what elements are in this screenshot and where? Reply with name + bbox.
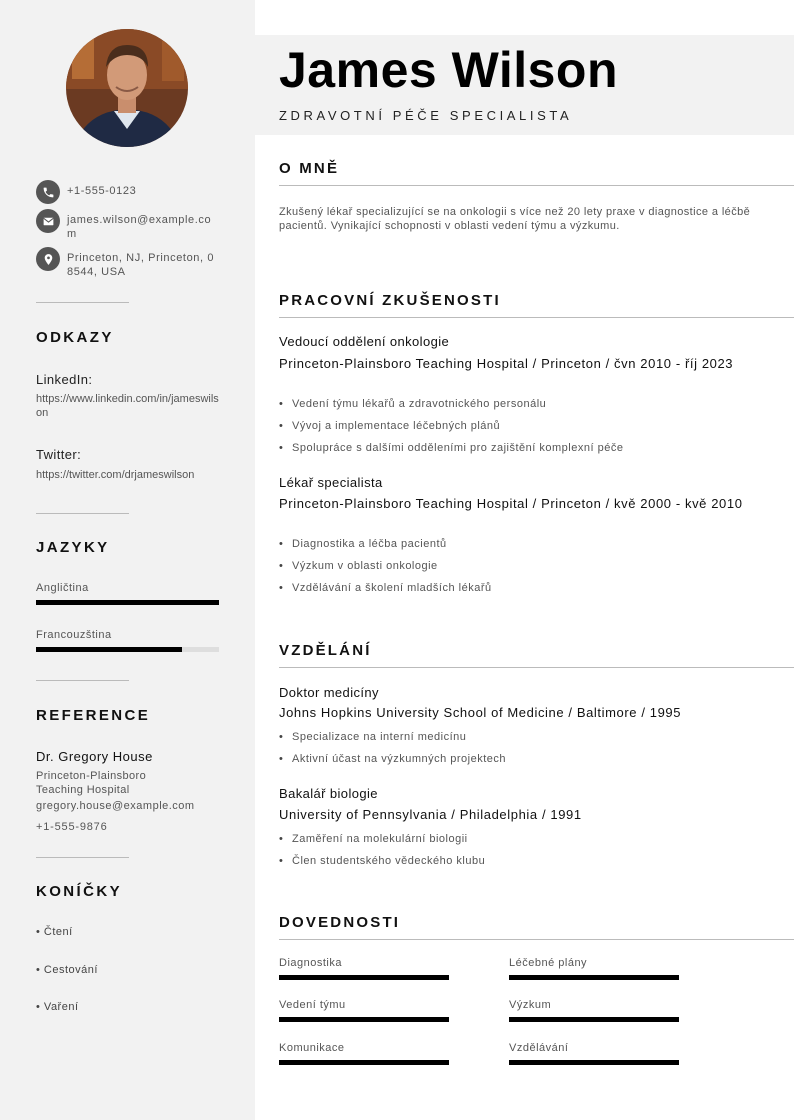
hobby-item: • Cestování (36, 964, 98, 976)
divider (36, 302, 129, 303)
bullet-text: Výzkum v oblasti onkologie (292, 560, 438, 572)
divider (36, 857, 129, 858)
bullet-text: Specializace na interní medicínu (292, 731, 467, 743)
skill-level-bar (279, 1017, 449, 1022)
bullet-text: Vedení týmu lékařů a zdravotnického personálu (292, 398, 547, 410)
about-heading: O MNĚ (279, 160, 340, 177)
divider (279, 667, 794, 668)
divider (36, 680, 129, 681)
experience-heading: PRACOVNÍ ZKUŠENOSTI (279, 292, 501, 309)
education-bullet: • Zaměření na molekulární biologii (279, 833, 468, 845)
references-heading: REFERENCE (36, 707, 151, 724)
education-school: University of Pennsylvania / Philadelphia / 1991 (279, 807, 582, 822)
hobby-label: Čtení (43, 926, 73, 938)
education-bullet: • Člen studentského vědeckého klubu (279, 855, 486, 867)
bullet-text: Vzdělávání a školení mladších lékařů (292, 582, 492, 594)
skill-level-bar (509, 975, 679, 980)
job-title: ZDRAVOTNÍ PÉČE SPECIALISTA (279, 108, 573, 123)
divider (36, 513, 129, 514)
experience-organization: Princeton-Plainsboro Teaching Hospital / Princeton / kvě 2000 - kvě 2010 (279, 496, 743, 511)
experience-title: Lékař specialista (279, 475, 383, 490)
reference-phone: +1-555-9876 (36, 821, 108, 833)
skill-level-bar (279, 975, 449, 980)
skill-name: Diagnostika (279, 957, 342, 969)
skill-name: Komunikace (279, 1042, 345, 1054)
email-text[interactable]: james.wilson@example.com (67, 214, 212, 240)
language-level-bar (36, 647, 219, 652)
language-level-fill (36, 600, 219, 605)
skill-name: Vedení týmu (279, 999, 346, 1011)
twitter-url[interactable]: https://twitter.com/drjameswilson (36, 469, 195, 481)
bullet-text: Diagnostika a léčba pacientů (292, 538, 447, 550)
language-name: Francouzština (36, 629, 112, 641)
language-level-fill (36, 647, 182, 652)
languages-heading: JAZYKY (36, 539, 110, 556)
bullet-text: Zaměření na molekulární biologii (292, 833, 468, 845)
education-school: Johns Hopkins University School of Medicine / Baltimore / 1995 (279, 705, 682, 720)
hobbies-heading: KONÍČKY (36, 883, 122, 900)
contact-email (36, 209, 217, 241)
skill-level-bar (279, 1060, 449, 1065)
contact-address (36, 247, 217, 279)
experience-organization: Princeton-Plainsboro Teaching Hospital / Princeton / čvn 2010 - říj 2023 (279, 356, 734, 371)
education-bullet: • Aktivní účast na výzkumných projektech (279, 753, 507, 765)
education-heading: VZDĚLÁNÍ (279, 642, 372, 659)
skill-level-bar (509, 1060, 679, 1065)
language-level-bar (36, 600, 219, 605)
person-name: James Wilson (279, 42, 619, 98)
education-bullet: • Specializace na interní medicínu (279, 731, 467, 743)
experience-title: Vedoucí oddělení onkologie (279, 334, 450, 349)
hobby-item: • Čtení (36, 926, 73, 938)
experience-bullet: • Spolupráce s dalšími odděleními pro zajištění komplexní péče (279, 442, 624, 454)
experience-bullet: • Vzdělávání a školení mladších lékařů (279, 582, 492, 594)
address-text: Princeton, NJ, Princeton, 08544, USA (67, 252, 215, 278)
divider (279, 939, 794, 940)
experience-bullet: • Vedení týmu lékařů a zdravotnického personálu (279, 398, 547, 410)
skill-level-bar (509, 1017, 679, 1022)
phone-text: +1-555-0123 (67, 185, 137, 197)
skills-heading: DOVEDNOSTI (279, 914, 401, 931)
skill-name: Léčebné plány (509, 957, 588, 969)
education-degree: Doktor medicíny (279, 685, 379, 700)
hobby-item: • Vaření (36, 1001, 79, 1013)
divider (279, 317, 794, 318)
location-icon (36, 247, 60, 271)
hobby-label: Cestování (43, 964, 98, 976)
reference-email[interactable]: gregory.house@example.com (36, 800, 195, 812)
language-name: Angličtina (36, 582, 89, 594)
email-icon (36, 209, 60, 233)
hobby-label: Vaření (43, 1001, 79, 1013)
reference-name: Dr. Gregory House (36, 749, 153, 764)
contact-phone (36, 180, 217, 204)
experience-bullet: • Výzkum v oblasti onkologie (279, 560, 438, 572)
reference-organization: Princeton-Plainsboro Teaching Hospital (36, 770, 147, 796)
phone-icon (36, 180, 60, 204)
skill-name: Vzdělávání (509, 1042, 569, 1054)
about-text: Zkušený lékař specializující se na onkologii s více než 20 lety praxe v diagnostice a léčbě pacientů. Vynikající schopnosti v oblasti vedení týmu a výzkumu. (279, 206, 751, 232)
twitter-label: Twitter: (36, 447, 82, 462)
linkedin-url[interactable]: https://www.linkedin.com/in/jameswilson (36, 393, 219, 419)
bullet-text: Vývoj a implementace léčebných plánů (292, 420, 501, 432)
linkedin-label: LinkedIn: (36, 372, 93, 387)
divider (279, 185, 794, 186)
skill-name: Výzkum (509, 999, 552, 1011)
experience-bullet: • Vývoj a implementace léčebných plánů (279, 420, 501, 432)
profile-photo (66, 29, 188, 147)
education-degree: Bakalář biologie (279, 786, 378, 801)
experience-bullet: • Diagnostika a léčba pacientů (279, 538, 447, 550)
sidebar (0, 0, 255, 1120)
bullet-text: Člen studentského vědeckého klubu (292, 855, 486, 867)
bullet-text: Spolupráce s dalšími odděleními pro zajištění komplexní péče (292, 442, 624, 454)
links-heading: ODKAZY (36, 329, 114, 346)
bullet-text: Aktivní účast na výzkumných projektech (292, 753, 507, 765)
